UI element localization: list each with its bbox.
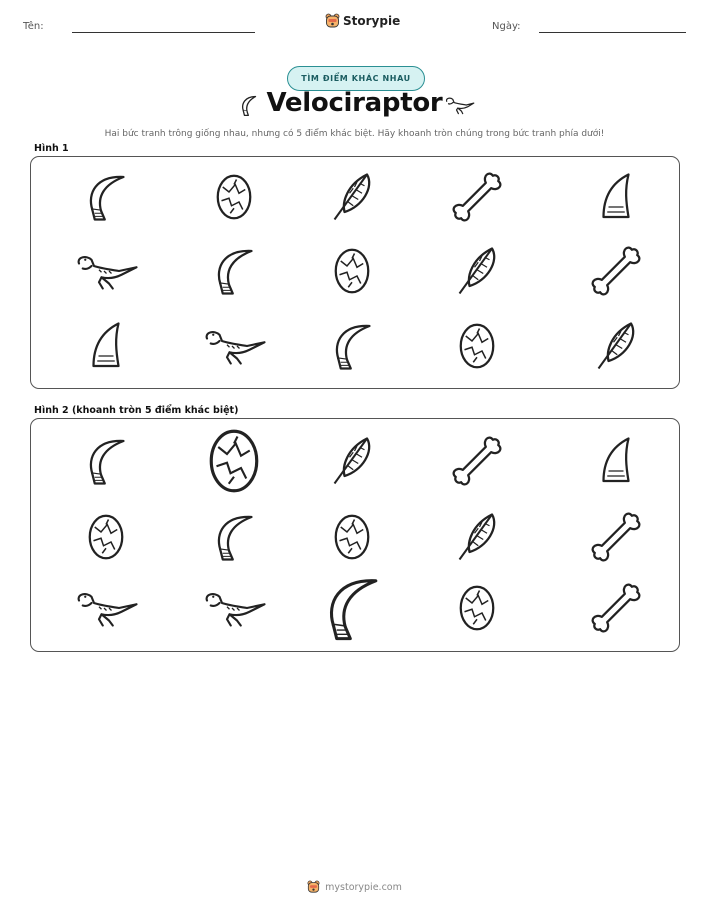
- egg-icon[interactable]: [452, 321, 502, 371]
- date-label: Ngày:: [492, 21, 521, 32]
- claw-icon[interactable]: [318, 574, 386, 642]
- velociraptor-icon: [443, 92, 475, 118]
- instructions: Hai bức tranh trông giống nhau, nhưng có 5 điểm khác biệt. Hãy khoanh tròn chúng trong bức tranh phía dưới!: [104, 129, 605, 139]
- tooth-icon[interactable]: [591, 172, 641, 222]
- egg-icon[interactable]: [452, 583, 502, 633]
- raptor-icon[interactable]: [202, 583, 267, 633]
- bone-icon[interactable]: [591, 583, 641, 633]
- bone-icon[interactable]: [452, 172, 502, 222]
- feather-icon[interactable]: [327, 172, 377, 222]
- claw-icon[interactable]: [209, 512, 259, 562]
- name-field[interactable]: [72, 32, 255, 33]
- bear-logo-icon: [325, 13, 340, 29]
- bone-icon[interactable]: [591, 512, 641, 562]
- activity-badge: TÌM ĐIỂM KHÁC NHAU: [287, 66, 425, 91]
- tooth-icon[interactable]: [81, 321, 131, 371]
- claw-icon[interactable]: [81, 436, 131, 486]
- bone-icon[interactable]: [591, 246, 641, 296]
- egg-icon[interactable]: [81, 512, 131, 562]
- egg-icon[interactable]: [209, 172, 259, 222]
- page-title: Velociraptor: [266, 88, 443, 118]
- raptor-icon[interactable]: [74, 583, 139, 633]
- storypie-logo: [325, 13, 400, 29]
- raptor-icon[interactable]: [74, 246, 139, 296]
- footer: [0, 880, 709, 894]
- claw-icon[interactable]: [81, 172, 131, 222]
- picture-2-label: Hình 2 (khoanh tròn 5 điểm khác biệt): [34, 405, 239, 416]
- name-label: Tên:: [23, 21, 44, 32]
- claw-icon[interactable]: [327, 321, 377, 371]
- feather-icon[interactable]: [327, 436, 377, 486]
- footer-url[interactable]: mystorypie.com: [325, 881, 402, 893]
- date-field[interactable]: [539, 32, 686, 33]
- bear-logo-icon: [307, 880, 320, 894]
- bone-icon[interactable]: [452, 436, 502, 486]
- tooth-icon[interactable]: [591, 436, 641, 486]
- logo-text: Storypie: [343, 14, 401, 28]
- feather-icon[interactable]: [452, 246, 502, 296]
- picture-1-label: Hình 1: [34, 143, 69, 154]
- feather-icon[interactable]: [591, 321, 641, 371]
- egg-icon[interactable]: [199, 426, 269, 496]
- claw-icon[interactable]: [209, 246, 259, 296]
- feather-icon[interactable]: [452, 512, 502, 562]
- egg-icon[interactable]: [327, 246, 377, 296]
- egg-icon[interactable]: [327, 512, 377, 562]
- raptor-icon[interactable]: [202, 321, 267, 371]
